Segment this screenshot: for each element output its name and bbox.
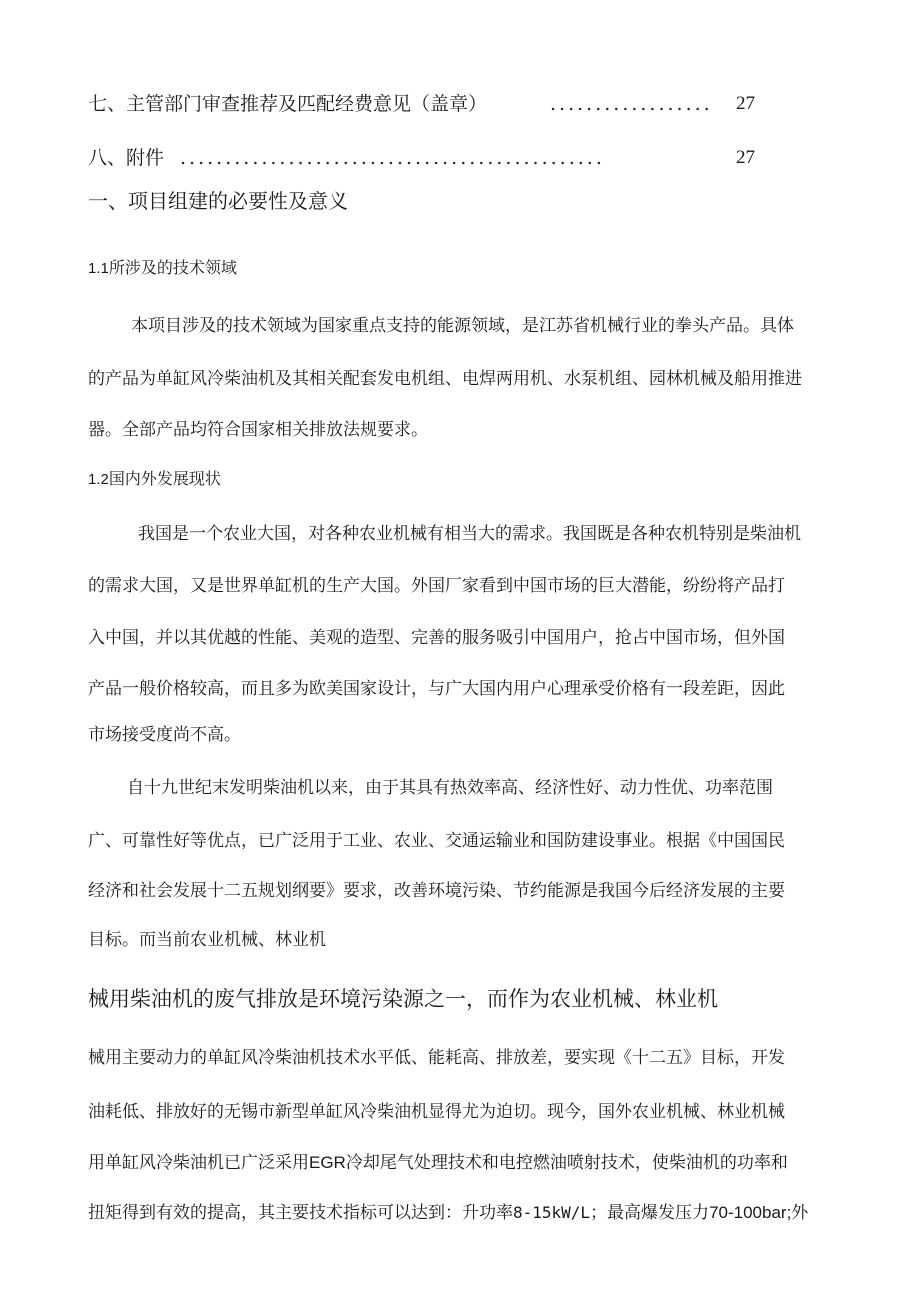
subsection-heading	[88, 466, 221, 493]
toc-leader-dots: ...............................................	[180, 147, 605, 169]
text-run: 扭矩得到有效的提高，其主要技术指标可以达到：升功率	[88, 1203, 513, 1223]
toc-entry-label: 七、主管部门审查推荐及匹配经费意见（盖章）	[88, 93, 488, 115]
text-run: ；最高爆发压力	[590, 1203, 710, 1223]
toc-entry-label: 八、附件	[88, 147, 165, 169]
text-run: 用单缸风冷柴油机已广泛采用	[88, 1153, 309, 1173]
toc-page-number: 27	[736, 93, 755, 114]
paragraph-line: 入中国，并以其优越的性能、美观的造型、完善的服务吸引中国用户，抢占中国市场，但外国	[88, 628, 785, 648]
paragraph-line: 目标。而当前农业机械、林业机	[88, 930, 326, 950]
paragraph-line: 我国是一个农业大国，对各种农业机械有相当大的需求。我国既是各种农机特别是柴油机	[138, 524, 801, 544]
paragraph-line	[88, 1148, 788, 1178]
paragraph-line: 自十九世纪末发明柴油机以来，由于其具有热效率高、经济性好、动力性优、功率范围	[127, 778, 773, 798]
paragraph-line-large: 械用柴油机的废气排放是环境污染源之一，而作为农业机械、林业机	[88, 987, 718, 1011]
paragraph-line: 市场接受度尚不高。	[88, 725, 241, 745]
text-run: 冷却尾气处理技术和电控燃油喷射技术，使柴油机的功率和	[345, 1153, 788, 1173]
subsection-heading	[88, 255, 237, 282]
text-run-egr: EGR	[309, 1153, 346, 1172]
toc-entry[interactable]	[88, 87, 768, 121]
paragraph-line: 的产品为单缸风冷柴油机及其相关配套发电机组、电焊两用机、水泵机组、园林机械及船用推进	[88, 369, 802, 389]
toc-leader-dots: ..................	[550, 93, 713, 115]
paragraph-line: 经济和社会发展十二五规划纲要》要求，改善环境污染、节约能源是我国今后经济发展的主要	[88, 881, 785, 901]
text-run: 外	[791, 1203, 809, 1223]
paragraph-line: 器。全部产品均符合国家相关排放法规要求。	[88, 420, 428, 440]
subsection-title: 所涉及的技术领域	[108, 258, 237, 277]
text-run-power: 8-15kW/L	[513, 1203, 591, 1222]
text-run-pressure: 70-100bar;	[709, 1203, 792, 1222]
toc-entry[interactable]	[88, 141, 768, 175]
paragraph-line: 油耗低、排放好的无锡市新型单缸风冷柴油机显得尤为迫切。现今，国外农业机械、林业机械	[88, 1102, 785, 1122]
subsection-title: 国内外发展现状	[108, 469, 221, 488]
toc-page-number: 27	[736, 147, 755, 168]
paragraph-line: 本项目涉及的技术领域为国家重点支持的能源领域，是江苏省机械行业的拳头产品。具体	[131, 316, 794, 336]
paragraph-line: 产品一般价格较高，而且多为欧美国家设计，与广大国内用户心理承受价格有一段差距，因此	[88, 679, 785, 699]
paragraph-line: 广、可靠性好等优点，已广泛用于工业、农业、交通运输业和国防建设事业。根据《中国国民	[88, 831, 785, 851]
subsection-number: 1.2	[88, 471, 109, 488]
subsection-number: 1.1	[88, 260, 109, 277]
section-heading: 一、项目组建的必要性及意义	[88, 189, 348, 213]
paragraph-line: 械用主要动力的单缸风冷柴油机技术水平低、能耗高、排放差，要实现《十二五》目标，开发	[88, 1048, 785, 1068]
paragraph-line: 的需求大国，又是世界单缸机的生产大国。外国厂家看到中国市场的巨大潜能，纷纷将产品打	[88, 576, 785, 596]
paragraph-line	[88, 1198, 808, 1228]
